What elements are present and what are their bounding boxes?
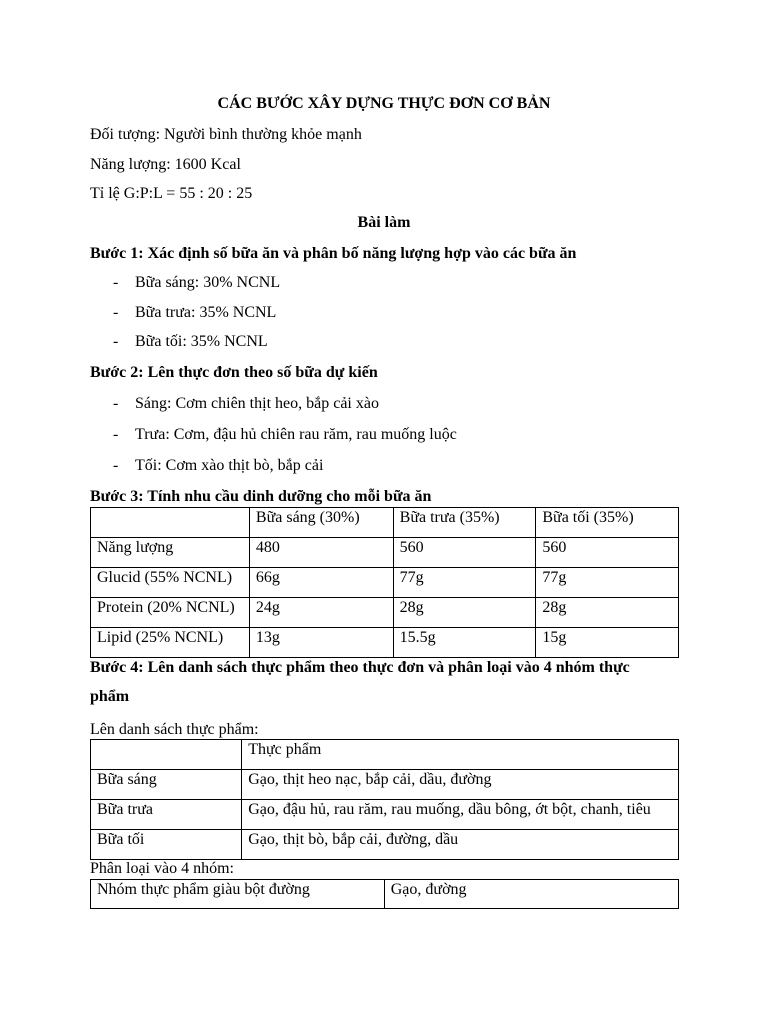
table-cell: Glucid (55% NCNL) — [91, 568, 250, 598]
table-row — [91, 770, 679, 800]
table-cell: Năng lượng — [91, 538, 250, 568]
table-row — [91, 628, 679, 658]
table-cell: Bữa trưa — [91, 800, 242, 830]
document-title: CÁC BƯỚC XÂY DỰNG THỰC ĐƠN CƠ BẢN — [217, 95, 551, 112]
table-cell: Gạo, thịt bò, bắp cải, đường, dầu — [242, 830, 679, 860]
step4-heading: Bước 4: Lên danh sách thực phẩm theo thực đơn và phân loại vào 4 nhóm thực — [90, 659, 630, 676]
table-row — [91, 830, 679, 860]
step1-heading: Bước 1: Xác định số bữa ăn và phân bố năng lượng hợp vào các bữa ăn — [90, 245, 577, 262]
table-row — [91, 568, 679, 598]
step4-heading-cont: phẩm — [90, 688, 130, 705]
table-header-row — [91, 508, 679, 538]
table-cell: 15g — [536, 628, 679, 658]
table-cell: Bữa tối — [91, 830, 242, 860]
table-cell — [91, 508, 250, 538]
table-row — [91, 538, 679, 568]
nutrition-table — [90, 507, 679, 658]
step3-heading: Bước 3: Tính nhu cầu dinh dưỡng cho mỗi bữa ăn — [90, 488, 432, 505]
subject-line: Đối tượng: Người bình thường khỏe mạnh — [90, 126, 362, 143]
table-cell: 77g — [536, 568, 679, 598]
step2-bullet: - Tối: Cơm xào thịt bò, bắp cải — [113, 457, 324, 474]
table-cell: Bữa trưa (35%) — [393, 508, 536, 538]
table-cell: 24g — [249, 598, 393, 628]
step1-bullet: - Bữa sáng: 30% NCNL — [113, 274, 281, 291]
table-cell: Lipid (25% NCNL) — [91, 628, 250, 658]
table-cell: 77g — [393, 568, 536, 598]
table-header-row — [91, 740, 679, 770]
table-cell: 28g — [536, 598, 679, 628]
food-group-table — [90, 879, 679, 909]
table-cell: 13g — [249, 628, 393, 658]
step1-bullet: - Bữa trưa: 35% NCNL — [113, 304, 277, 321]
energy-line: Năng lượng: 1600 Kcal — [90, 156, 241, 173]
section-title: Bài làm — [357, 214, 411, 231]
table-cell: Gạo, đậu hủ, rau răm, rau muống, dầu bông, ớt bột, chanh, tiêu — [242, 800, 679, 830]
table-cell: Thực phẩm — [242, 740, 679, 770]
table-cell — [91, 740, 242, 770]
table-row — [91, 598, 679, 628]
table-cell: 560 — [393, 538, 536, 568]
step2-bullet: - Trưa: Cơm, đậu hủ chiên rau răm, rau muống luộc — [113, 426, 457, 443]
table-cell: Bữa sáng (30%) — [249, 508, 393, 538]
table-cell: Bữa tối (35%) — [536, 508, 679, 538]
step1-bullet: - Bữa tối: 35% NCNL — [113, 333, 268, 350]
step2-heading: Bước 2: Lên thực đơn theo số bữa dự kiến — [90, 364, 378, 381]
table-row — [91, 800, 679, 830]
food-list-label: Lên danh sách thực phẩm: — [90, 721, 259, 738]
table-cell: Bữa sáng — [91, 770, 242, 800]
table-cell: Nhóm thực phẩm giàu bột đường — [91, 880, 385, 909]
table-cell: 66g — [249, 568, 393, 598]
table-cell: 28g — [393, 598, 536, 628]
table-cell: 15.5g — [393, 628, 536, 658]
group-label: Phân loại vào 4 nhóm: — [90, 860, 234, 877]
table-cell: Gạo, đường — [384, 880, 678, 909]
table-cell: Protein (20% NCNL) — [91, 598, 250, 628]
food-table — [90, 739, 679, 860]
table-row — [91, 880, 679, 909]
table-cell: 480 — [249, 538, 393, 568]
ratio-line: Tỉ lệ G:P:L = 55 : 20 : 25 — [90, 185, 253, 202]
step2-bullet: - Sáng: Cơm chiên thịt heo, bắp cải xào — [113, 395, 379, 412]
table-cell: 560 — [536, 538, 679, 568]
table-cell: Gạo, thịt heo nạc, bắp cải, dầu, đường — [242, 770, 679, 800]
